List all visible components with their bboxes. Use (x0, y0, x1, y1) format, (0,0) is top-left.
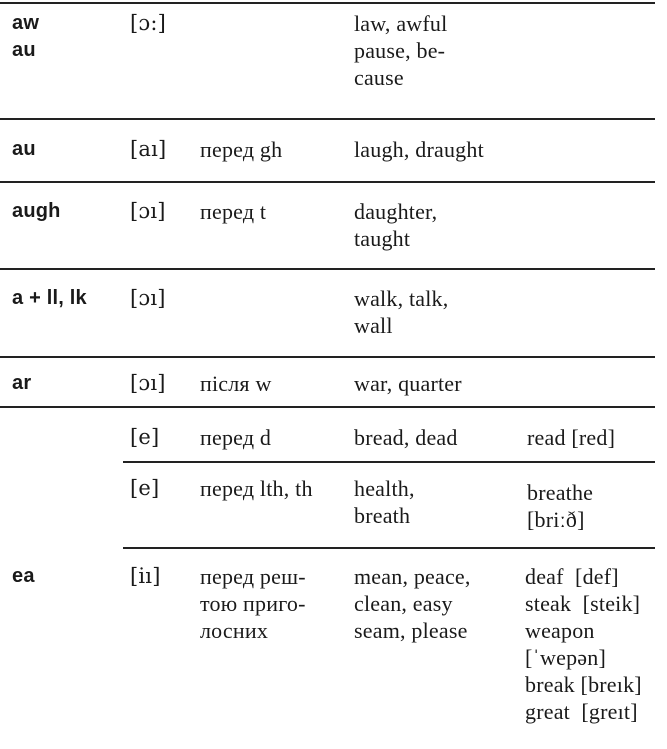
transcription: [e] (130, 476, 160, 500)
examples: war, quarter (354, 371, 462, 396)
transcription: [ɔı] (130, 199, 166, 223)
transcription: [ɔı] (130, 286, 166, 310)
row-divider (0, 2, 655, 4)
exceptions: read [red] (527, 425, 616, 450)
row-divider (0, 268, 655, 270)
letter-combination: ea (12, 565, 35, 587)
examples: bread, dead (354, 425, 458, 450)
row-divider (0, 118, 655, 120)
row-divider (123, 461, 655, 463)
exceptions: breathe [briːð] (527, 480, 594, 532)
examples: mean, peace, clean, easy seam, please (354, 564, 471, 643)
condition: перед d (200, 425, 272, 450)
condition: після w (200, 371, 272, 396)
condition: перед t (200, 199, 267, 224)
transcription: [aı] (130, 137, 167, 161)
examples: health, breath (354, 476, 415, 528)
row-divider (0, 356, 655, 358)
row-divider (0, 181, 655, 183)
exceptions: deaf [def] steak [steik] weapon [ˈwepən] break [breık] great [greıt] (525, 564, 642, 724)
letter-combination: a + ll, lk (12, 287, 87, 309)
condition: перед реш- тою приго- лосних (200, 564, 306, 643)
condition: перед gh (200, 137, 283, 162)
transcription: [ɔı] (130, 371, 166, 395)
condition: перед lth, th (200, 476, 313, 501)
transcription: [ɔ:] (130, 11, 167, 35)
row-divider (123, 547, 655, 549)
examples: daughter, taught (354, 199, 438, 251)
transcription: [e] (130, 425, 160, 449)
letter-combination: au (12, 138, 36, 160)
letter-combination: aw au (12, 12, 40, 61)
examples: law, awful pause, be- cause (354, 11, 448, 90)
examples: walk, talk, wall (354, 286, 449, 338)
examples: laugh, draught (354, 137, 484, 162)
letter-combination: augh (12, 200, 61, 222)
letter-combination: ar (12, 372, 32, 394)
row-divider (0, 406, 655, 408)
transcription: [iı] (130, 564, 161, 588)
